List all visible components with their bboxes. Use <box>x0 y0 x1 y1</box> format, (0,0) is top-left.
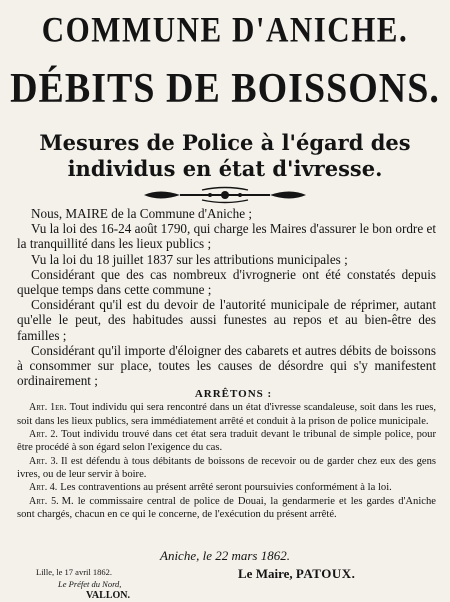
article-text: Tout individu trouvé dans cet état sera traduit devant le tribunal de simple police, pour être procédé à son égard selon l'exigence du cas. <box>17 429 436 454</box>
preamble-line: Considérant qu'il importe d'éloigner des cabarets et autres débits de boissons à consommer sur place, toutes les causes de désordre qui s'y manifestent ordinairement ; <box>17 342 436 389</box>
article-label: Art. 5. <box>29 495 59 507</box>
decree-body <box>17 206 436 521</box>
preamble-line: Vu la loi des 16-24 août 1790, qui charge les Maires d'assurer le bon ordre et la tranquillité dans les lieux publics ; <box>17 221 436 252</box>
article-4 <box>17 481 436 494</box>
article-label: Art. 3. <box>29 455 59 467</box>
preamble-line: Nous, MAIRE de la Commune d'Aniche ; <box>31 206 253 221</box>
article-label: Art. 4. <box>29 482 58 494</box>
article-label: Art. 2. <box>29 429 58 441</box>
prefect-approval <box>36 566 216 602</box>
articles <box>17 401 436 521</box>
prefect-signature: VALLON. <box>86 590 130 601</box>
preamble-line: Vu la loi du 18 juillet 1837 sur les attributions municipales ; <box>31 251 348 267</box>
article-label: Art. 1er. <box>29 402 67 414</box>
subtitle: Mesures de Police à l'égard des individus en état d'ivresse. <box>39 130 411 181</box>
mayor-title: Le Maire, <box>238 566 293 581</box>
mayor-name: PATOUX. <box>295 566 356 581</box>
prefect-title: Le Préfet du Nord, <box>58 579 122 589</box>
article-text: M. le commissaire central de police de Douai, la gendarmerie et les gardes d'Aniche sont chargés, chacun en ce qui le concerne, de l'exécution du présent arrêté. <box>17 495 436 520</box>
preamble-line: Considérant qu'il est du devoir de l'autorité municipale de réprimer, autant qu'elle le peut, des habitudes aussi funestes au repos et au bien-être des familles ; <box>17 297 436 343</box>
article-1 <box>17 401 436 428</box>
dateline: Aniche, le 22 mars 1862. <box>160 548 290 563</box>
article-5 <box>17 495 436 522</box>
article-text: Il est défendu à tous débitants de boissons de recevoir ou de garder chez eux des gens ivres, ou de leur servir à boire. <box>17 455 436 480</box>
arretons-heading: ARRÊTONS : <box>194 388 273 401</box>
preamble-line: Considérant que des cas nombreux d'ivrognerie ont été constatés depuis quelque temps dans cette commune ; <box>17 266 436 298</box>
mayor-signature <box>238 566 355 582</box>
article-3 <box>17 455 436 482</box>
approval-date: Lille, le 17 avril 1862. <box>36 567 113 577</box>
article-text: Les contraventions au présent arrêté seront poursuivies conformément à la loi. <box>60 482 392 494</box>
ornament-divider <box>140 186 310 204</box>
article-text: Tout individu qui sera rencontré dans un état d'ivresse scandaleuse, soit dans les rues, soit dans les lieux publics, sera immédiatement arrêté et conduit à la prison de police municipale. <box>17 402 436 427</box>
main-title: DÉBITS DE BOISSONS. <box>10 65 440 113</box>
article-2 <box>17 428 436 455</box>
commune-title: COMMUNE D'ANICHE. <box>41 9 409 50</box>
